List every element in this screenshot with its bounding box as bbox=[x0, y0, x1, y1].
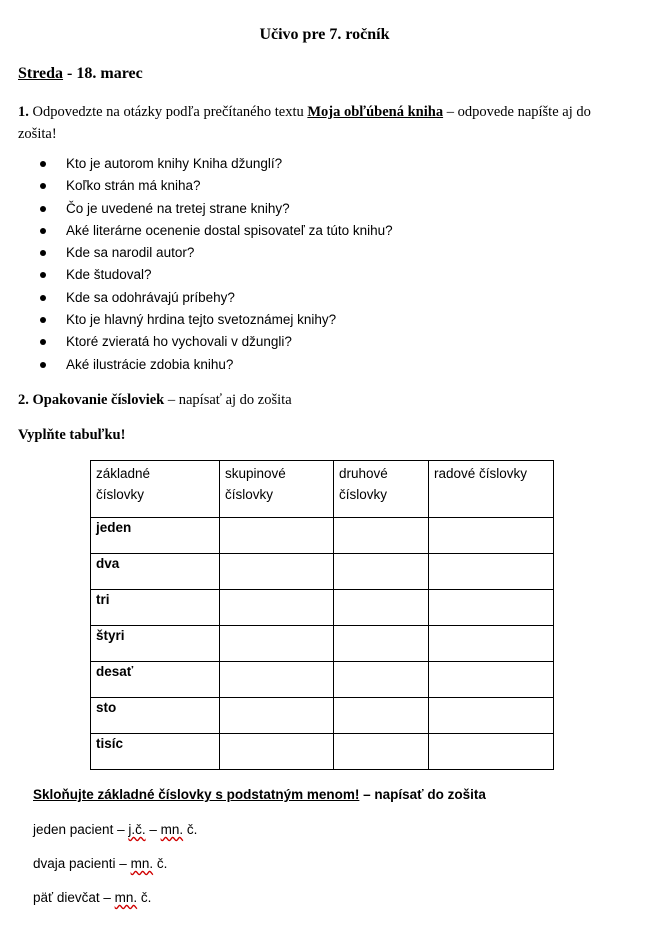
date-heading bbox=[18, 65, 143, 83]
row-label: sto bbox=[91, 698, 220, 734]
header-cell-basic: základné číslovky bbox=[91, 461, 220, 518]
answer-cell[interactable] bbox=[220, 590, 334, 626]
table-header-row bbox=[91, 461, 554, 518]
question-item: Kde sa odohrávajú príbehy? bbox=[40, 287, 393, 309]
date-text: - 18. marec bbox=[63, 65, 143, 82]
answer-cell[interactable] bbox=[220, 518, 334, 554]
question-item: Koľko strán má kniha? bbox=[40, 175, 393, 197]
answer-cell[interactable] bbox=[334, 554, 429, 590]
question-item: Kto je hlavný hrdina tejto svetoznámej knihy? bbox=[40, 309, 393, 331]
table-row bbox=[91, 518, 554, 554]
task-2-rest: – napísať aj do zošita bbox=[164, 392, 292, 408]
abbreviation: mn. bbox=[114, 890, 138, 905]
declension-line: jeden pacient – j.č. – mn. č. bbox=[33, 822, 198, 837]
answer-cell[interactable] bbox=[429, 734, 554, 770]
question-item: Kde sa narodil autor? bbox=[40, 242, 393, 264]
task-1-text-before: Odpovedzte na otázky podľa prečítaného textu bbox=[28, 104, 308, 120]
abbreviation: j.č. bbox=[128, 822, 146, 837]
question-item: Aké ilustrácie zdobia knihu? bbox=[40, 354, 393, 376]
abbreviation: mn. bbox=[160, 822, 184, 837]
question-item: Kde študoval? bbox=[40, 264, 393, 286]
answer-cell[interactable] bbox=[429, 698, 554, 734]
header-cell-kind: druhové číslovky bbox=[334, 461, 429, 518]
header-cell-ordinal: radové číslovky bbox=[429, 461, 554, 518]
numerals-table bbox=[90, 460, 554, 770]
answer-cell[interactable] bbox=[334, 698, 429, 734]
day-name: Streda bbox=[18, 65, 64, 82]
page-title: Učivo pre 7. ročník bbox=[259, 26, 390, 43]
row-label: jeden bbox=[91, 518, 220, 554]
declension-line: päť dievčat – mn. č. bbox=[33, 890, 152, 905]
row-label: tisíc bbox=[91, 734, 220, 770]
answer-cell[interactable] bbox=[220, 554, 334, 590]
answer-cell[interactable] bbox=[334, 590, 429, 626]
answer-cell[interactable] bbox=[429, 626, 554, 662]
fill-table-heading: Vyplňte tabuľku! bbox=[18, 427, 126, 443]
task-3-underlined: Skloňujte základné číslovky s podstatným menom! bbox=[33, 787, 360, 802]
table-row bbox=[91, 662, 554, 698]
row-label: desať bbox=[91, 662, 220, 698]
question-item: Ktoré zvieratá ho vychovali v džungli? bbox=[40, 331, 393, 353]
table-row bbox=[91, 590, 554, 626]
answer-cell[interactable] bbox=[429, 662, 554, 698]
answer-cell[interactable] bbox=[220, 698, 334, 734]
book-title: Moja obľúbená kniha bbox=[307, 104, 444, 120]
declension-line: dvaja pacienti – mn. č. bbox=[33, 856, 168, 871]
table-row bbox=[91, 698, 554, 734]
answer-cell[interactable] bbox=[334, 626, 429, 662]
question-list bbox=[40, 153, 393, 376]
answer-cell[interactable] bbox=[334, 734, 429, 770]
table-row bbox=[91, 554, 554, 590]
task-3-rest: – napísať do zošita bbox=[359, 787, 486, 802]
question-item: Kto je autorom knihy Kniha džunglí? bbox=[40, 153, 393, 175]
answer-cell[interactable] bbox=[220, 734, 334, 770]
task-1-number: 1. bbox=[18, 104, 29, 120]
task-2-instruction bbox=[18, 392, 292, 409]
task-1-text-after: – odpovede napíšte aj do zošita! bbox=[18, 104, 591, 142]
answer-cell[interactable] bbox=[220, 662, 334, 698]
task-3-instruction bbox=[33, 787, 486, 802]
task-2-bold: 2. Opakovanie čísloviek bbox=[18, 392, 165, 408]
table-row bbox=[91, 626, 554, 662]
row-label: dva bbox=[91, 554, 220, 590]
answer-cell[interactable] bbox=[334, 662, 429, 698]
answer-cell[interactable] bbox=[334, 518, 429, 554]
answer-cell[interactable] bbox=[429, 590, 554, 626]
answer-cell[interactable] bbox=[429, 554, 554, 590]
task-1-instruction bbox=[18, 101, 630, 145]
table-row bbox=[91, 734, 554, 770]
question-item: Čo je uvedené na tretej strane knihy? bbox=[40, 198, 393, 220]
header-cell-group: skupinové číslovky bbox=[220, 461, 334, 518]
question-item: Aké literárne ocenenie dostal spisovateľ za túto knihu? bbox=[40, 220, 393, 242]
answer-cell[interactable] bbox=[429, 518, 554, 554]
row-label: tri bbox=[91, 590, 220, 626]
row-label: štyri bbox=[91, 626, 220, 662]
answer-cell[interactable] bbox=[220, 626, 334, 662]
abbreviation: mn. bbox=[130, 856, 154, 871]
